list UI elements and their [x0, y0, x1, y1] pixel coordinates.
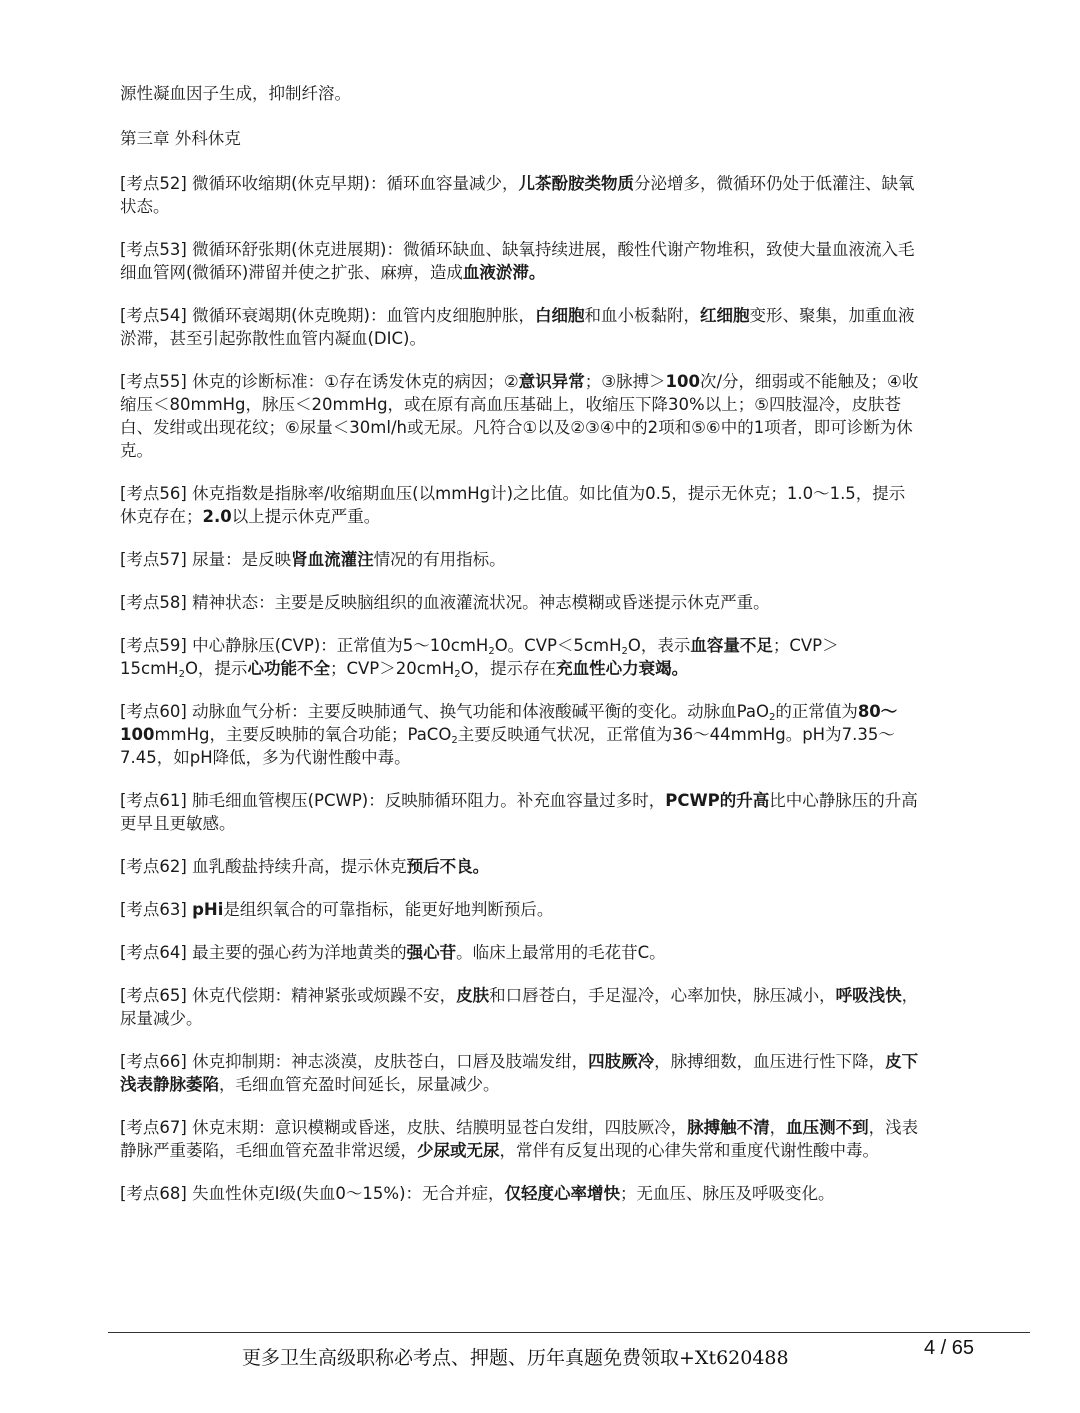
exam-point-label: [考点64] [120, 943, 187, 962]
exam-point [120, 172, 920, 218]
document-body [120, 82, 920, 1225]
exam-point [120, 482, 920, 528]
body-text: ；CVP＞20cmH [329, 659, 455, 678]
exam-point [120, 700, 920, 769]
page-number: 4 / 65 [924, 1337, 975, 1359]
exam-point [120, 548, 920, 571]
exam-point-label: [考点65] [120, 986, 187, 1005]
body-text: 尿量：是反映 [192, 550, 292, 569]
emphasis-text: 皮肤 [456, 986, 490, 1005]
body-text: 精神状态：主要是反映脑组织的血液灌流状况。神志模糊或昏迷提示休克严重。 [192, 593, 770, 612]
exam-point [120, 789, 920, 835]
body-text: 和血小板黏附， [584, 306, 700, 325]
exam-point-label: [考点61] [120, 791, 187, 810]
exam-point-label: [考点59] [120, 636, 187, 655]
body-text: 主要反映通气状况，正常值为36～44mmHg。pH为7.35～7.45，如pH降低，多为代谢性酸中毒。 [120, 725, 895, 767]
body-text: ，常伴有反复出现的心律失常和重度代谢性酸中毒。 [499, 1141, 879, 1160]
emphasis-text: 强心苷 [406, 943, 457, 962]
emphasis-text: 血液淤滞。 [462, 263, 546, 282]
emphasis-text: 脉搏触不清 [687, 1118, 770, 1137]
body-text: 最主要的强心药为洋地黄类的 [192, 943, 407, 962]
body-text: 动脉血气分析：主要反映肺通气、换气功能和体液酸碱平衡的变化。动脉血PaO [192, 702, 769, 721]
exam-point [120, 1182, 920, 1205]
subscript-text: 2 [488, 646, 495, 657]
body-text: 的正常值为 [775, 702, 858, 721]
emphasis-text: 2.0 [202, 507, 232, 526]
footer-promo-text: 更多卫生高级职称必考点、押题、历年真题免费领取+Xt620488 [242, 1347, 789, 1369]
emphasis-text: 四肢厥冷 [588, 1052, 655, 1071]
exam-point-label: [考点62] [120, 857, 187, 876]
emphasis-text: 白细胞 [535, 306, 585, 325]
footer-divider [108, 1332, 1030, 1333]
body-text: 情况的有用指标。 [373, 550, 506, 569]
body-text: O，提示 [184, 659, 248, 678]
subscript-text: 2 [454, 669, 461, 680]
exam-point-label: [考点57] [120, 550, 187, 569]
emphasis-text: 100 [665, 372, 700, 391]
exam-point [120, 941, 920, 964]
body-text: 中心静脉压(CVP)：正常值为5～10cmH [192, 636, 489, 655]
exam-point-label: [考点53] [120, 240, 187, 259]
exam-point [120, 304, 920, 350]
body-text: 微循环舒张期(休克进展期)：微循环缺血、缺氧持续进展，酸性代谢产物堆积，致使大量血液流入毛细血管网(微循环)滞留并使之扩张、麻痹，造成 [120, 240, 915, 282]
body-text: 是组织氧合的可靠指标，能更好地判断预后。 [223, 900, 554, 919]
exam-point-label: [考点58] [120, 593, 187, 612]
body-text: 。临床上最常用的毛花苷C。 [456, 943, 666, 962]
body-text: ，脉搏细数，血压进行性下降， [654, 1052, 886, 1071]
emphasis-text: PCWP的升高 [665, 791, 770, 810]
emphasis-text: 血压测不到 [786, 1118, 869, 1137]
emphasis-text: 呼吸浅快 [835, 986, 902, 1005]
exam-point-label: [考点52] [120, 174, 187, 193]
body-text: 休克抑制期：神志淡漠，皮肤苍白，口唇及肢端发绀， [192, 1052, 589, 1071]
body-text: 比中心静脉压的升高更早且更敏感。 [120, 791, 918, 833]
body-text: 休克的诊断标准：①存在诱发休克的病因；② [192, 372, 519, 391]
emphasis-text: 80～100 [120, 702, 898, 744]
exam-point-label: [考点60] [120, 702, 187, 721]
intro-text: 源性凝血因子生成，抑制纤溶。 [120, 84, 351, 103]
body-text: 休克末期：意识模糊或昏迷，皮肤、结膜明显苍白发绀，四肢厥冷， [192, 1118, 688, 1137]
subscript-text: 2 [451, 735, 458, 746]
subscript-text: 2 [768, 712, 776, 723]
body-text: 血乳酸盐持续升高，提示休克 [192, 857, 407, 876]
emphasis-text: 红细胞 [700, 306, 750, 325]
emphasis-text: 皮下浅表静脉萎陷 [120, 1052, 919, 1094]
body-text: ， [769, 1118, 787, 1137]
body-text: 微循环衰竭期(休克晚期)：血管内皮细胞肿胀， [192, 306, 535, 325]
body-text: ，浅表静脉严重萎陷，毛细血管充盈非常迟缓， [120, 1118, 919, 1160]
emphasis-text: 儿茶酚胺类物质 [518, 174, 634, 193]
emphasis-text: 心功能不全 [247, 659, 330, 678]
body-text: 失血性休克Ⅰ级(失血0～15%)：无合并症， [192, 1184, 505, 1203]
exam-point-label: [考点55] [120, 372, 187, 391]
exam-point [120, 370, 920, 462]
subscript-text: 2 [621, 646, 628, 657]
body-text: O。CVP＜5cmH [494, 636, 622, 655]
exam-point [120, 1050, 920, 1096]
body-text: 以上提示休克严重。 [231, 507, 381, 526]
body-text: ，毛细血管充盈时间延长，尿量减少。 [219, 1075, 500, 1094]
exam-point [120, 238, 920, 284]
body-text: 变形、聚集，加重血液淤滞，甚至引起弥散性血管内凝血(DIC)。 [120, 306, 915, 348]
exam-point-label: [考点66] [120, 1052, 187, 1071]
emphasis-text: 意识异常 [518, 372, 585, 391]
exam-point [120, 1116, 920, 1162]
exam-point-label: [考点68] [120, 1184, 187, 1203]
body-text: ；CVP＞15cmH [120, 636, 839, 678]
emphasis-text: pHi [192, 900, 224, 919]
exam-point [120, 591, 920, 614]
body-text: 微循环收缩期(休克早期)：循环血容量减少， [192, 174, 519, 193]
body-text: 和口唇苍白，手足湿冷，心率加快，脉压减小， [489, 986, 836, 1005]
exam-point [120, 898, 920, 921]
exam-point-list [120, 172, 920, 1205]
body-text: ；③脉搏＞ [584, 372, 666, 391]
exam-point-label: [考点56] [120, 484, 187, 503]
body-text: O，提示存在 [460, 659, 557, 678]
exam-point-label: [考点67] [120, 1118, 187, 1137]
body-text: 休克代偿期：精神紧张或烦躁不安， [192, 986, 457, 1005]
body-text: 分泌增多，微循环仍处于低灌注、缺氧状态。 [120, 174, 915, 216]
subscript-text: 2 [178, 669, 185, 680]
exam-point-label: [考点54] [120, 306, 187, 325]
exam-point [120, 855, 920, 878]
chapter-title: 第三章 外科休克 [120, 129, 241, 148]
body-text: 肺毛细血管楔压(PCWP)：反映肺循环阻力。补充血容量过多时， [192, 791, 666, 810]
emphasis-text: 少尿或无尿 [417, 1141, 500, 1160]
exam-point-label: [考点63] [120, 900, 187, 919]
exam-point [120, 634, 920, 680]
body-text: 休克指数是指脉率/收缩期血压(以mmHg计)之比值。如比值为0.5，提示无休克；1.0～1.5，提示休克存在； [120, 484, 906, 526]
body-text: mmHg，主要反映肺的氧合功能；PaCO [154, 725, 452, 744]
exam-point [120, 984, 920, 1030]
body-text: 次/分，细弱或不能触及；④收缩压＜80mmHg，脉压＜20mmHg，或在原有高血压基础上，收缩压下降30%以上；⑤四肢湿冷，皮肤苍白、发绀或出现花纹；⑥尿量＜30ml/h或无尿。凡符合①以及②③④中的2项和⑤⑥中的1项者，即可诊断为休克。 [120, 372, 919, 460]
body-text: ，尿量减少。 [120, 986, 919, 1028]
body-text: O，表示 [627, 636, 691, 655]
emphasis-text: 仅轻度心率增快 [504, 1184, 621, 1203]
body-text: ；无血压、脉压及呼吸变化。 [620, 1184, 835, 1203]
emphasis-text: 预后不良。 [406, 857, 490, 876]
emphasis-text: 充血性心力衰竭。 [556, 659, 689, 678]
emphasis-text: 肾血流灌注 [291, 550, 374, 569]
emphasis-text: 血容量不足 [690, 636, 773, 655]
